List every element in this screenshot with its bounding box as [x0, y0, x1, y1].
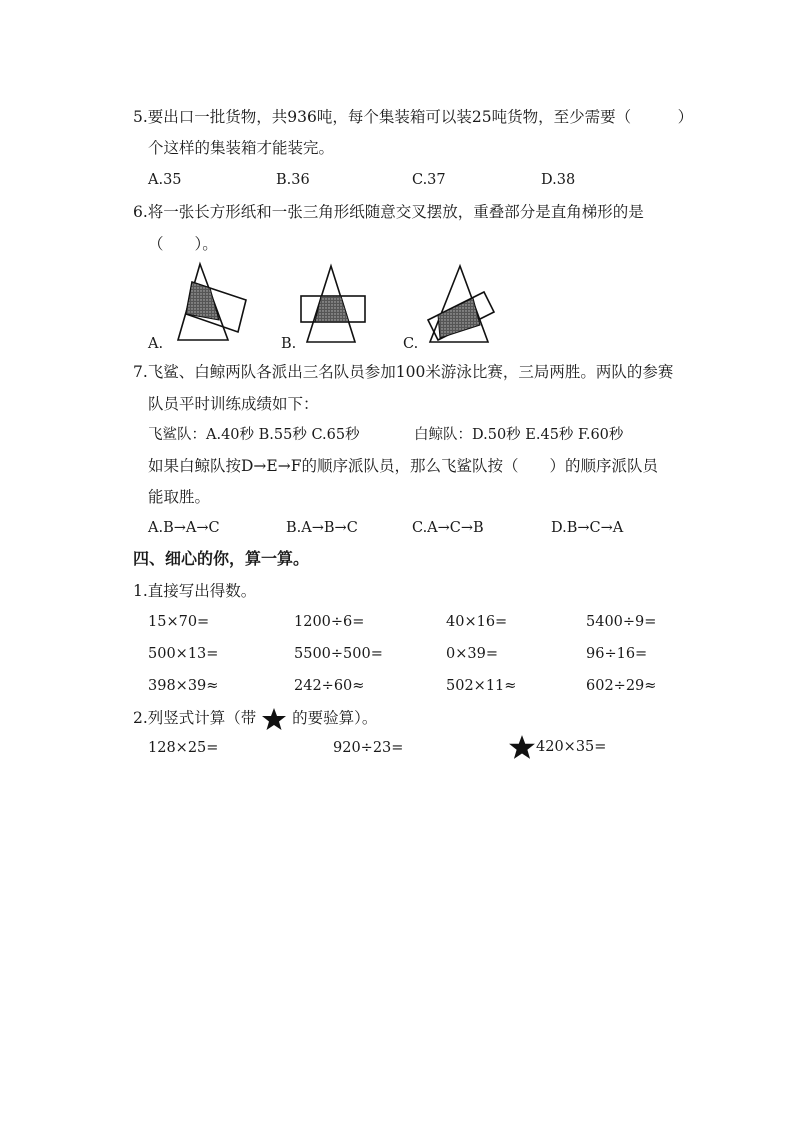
oral-item: 15×70=: [148, 614, 210, 630]
q6-line1: 6.将一张长方形纸和一张三角形纸随意交叉摆放，重叠部分是直角梯形的是: [133, 203, 644, 221]
oral-item: 96÷16=: [586, 646, 648, 662]
oral-item: 0×39=: [446, 646, 498, 662]
star-icon: [261, 707, 287, 731]
part2-title-before: 2.列竖式计算（带: [133, 709, 257, 727]
vertical-item: 920÷23=: [333, 740, 404, 756]
q5-option-c: C.37: [412, 172, 446, 188]
oral-item: 1200÷6=: [294, 614, 365, 630]
oral-item: 502×11≈: [446, 678, 517, 694]
vertical-item: 128×25=: [148, 740, 219, 756]
section-4-heading: 四、细心的你，算一算。: [133, 549, 310, 568]
oral-item: 5400÷9=: [586, 614, 657, 630]
q5-option-d: D.38: [541, 172, 576, 188]
q5-line2: 个这样的集装箱才能装完。: [148, 139, 335, 157]
oral-item: 602÷29≈: [586, 678, 657, 694]
q7-line4: 能取胜。: [148, 488, 211, 506]
q7-option-a: A.B→A→C: [148, 520, 220, 536]
figure-b: [295, 262, 375, 347]
q6-line2: （ ）。: [148, 235, 218, 253]
q6-label-c: C.: [403, 336, 419, 352]
part2-title-after: 的要验算）。: [292, 709, 378, 727]
q7-line1: 7.飞鲨、白鲸两队各派出三名队员参加100米游泳比赛，三局两胜。两队的参赛: [133, 363, 674, 381]
q7-team2-scores: 白鲸队：D.50秒 E.45秒 F.60秒: [414, 427, 624, 443]
q7-team1-scores: 飞鲨队：A.40秒 B.55秒 C.65秒: [148, 427, 360, 443]
figure-c: [420, 262, 510, 347]
q6-label-b: B.: [281, 336, 297, 352]
q6-label-a: A.: [148, 336, 164, 352]
q5-option-b: B.36: [276, 172, 310, 188]
part2-title: [133, 707, 377, 731]
q5-option-a: A.35: [148, 172, 182, 188]
oral-item: 40×16=: [446, 614, 508, 630]
q7-line2: 队员平时训练成绩如下：: [148, 395, 319, 413]
oral-item: 5500÷500=: [294, 646, 383, 662]
vertical-item-text: 420×35=: [536, 739, 607, 755]
star-icon: [508, 734, 536, 760]
q7-option-b: B.A→B→C: [286, 520, 358, 536]
oral-item: 500×13=: [148, 646, 219, 662]
oral-item: 398×39≈: [148, 678, 219, 694]
q7-option-c: C.A→C→B: [412, 520, 484, 536]
q5-line1: 5.要出口一批货物，共936吨，每个集装箱可以装25吨货物，至少需要（ ）: [133, 108, 694, 126]
part1-title: 1.直接写出得数。: [133, 582, 257, 600]
vertical-item-starred: [508, 734, 606, 760]
q7-option-d: D.B→C→A: [551, 520, 624, 536]
q7-line3: 如果白鲸队按D→E→F的顺序派队员，那么飞鲨队按（ ）的顺序派队员: [148, 457, 658, 475]
oral-item: 242÷60≈: [294, 678, 365, 694]
figure-a: [170, 260, 260, 345]
